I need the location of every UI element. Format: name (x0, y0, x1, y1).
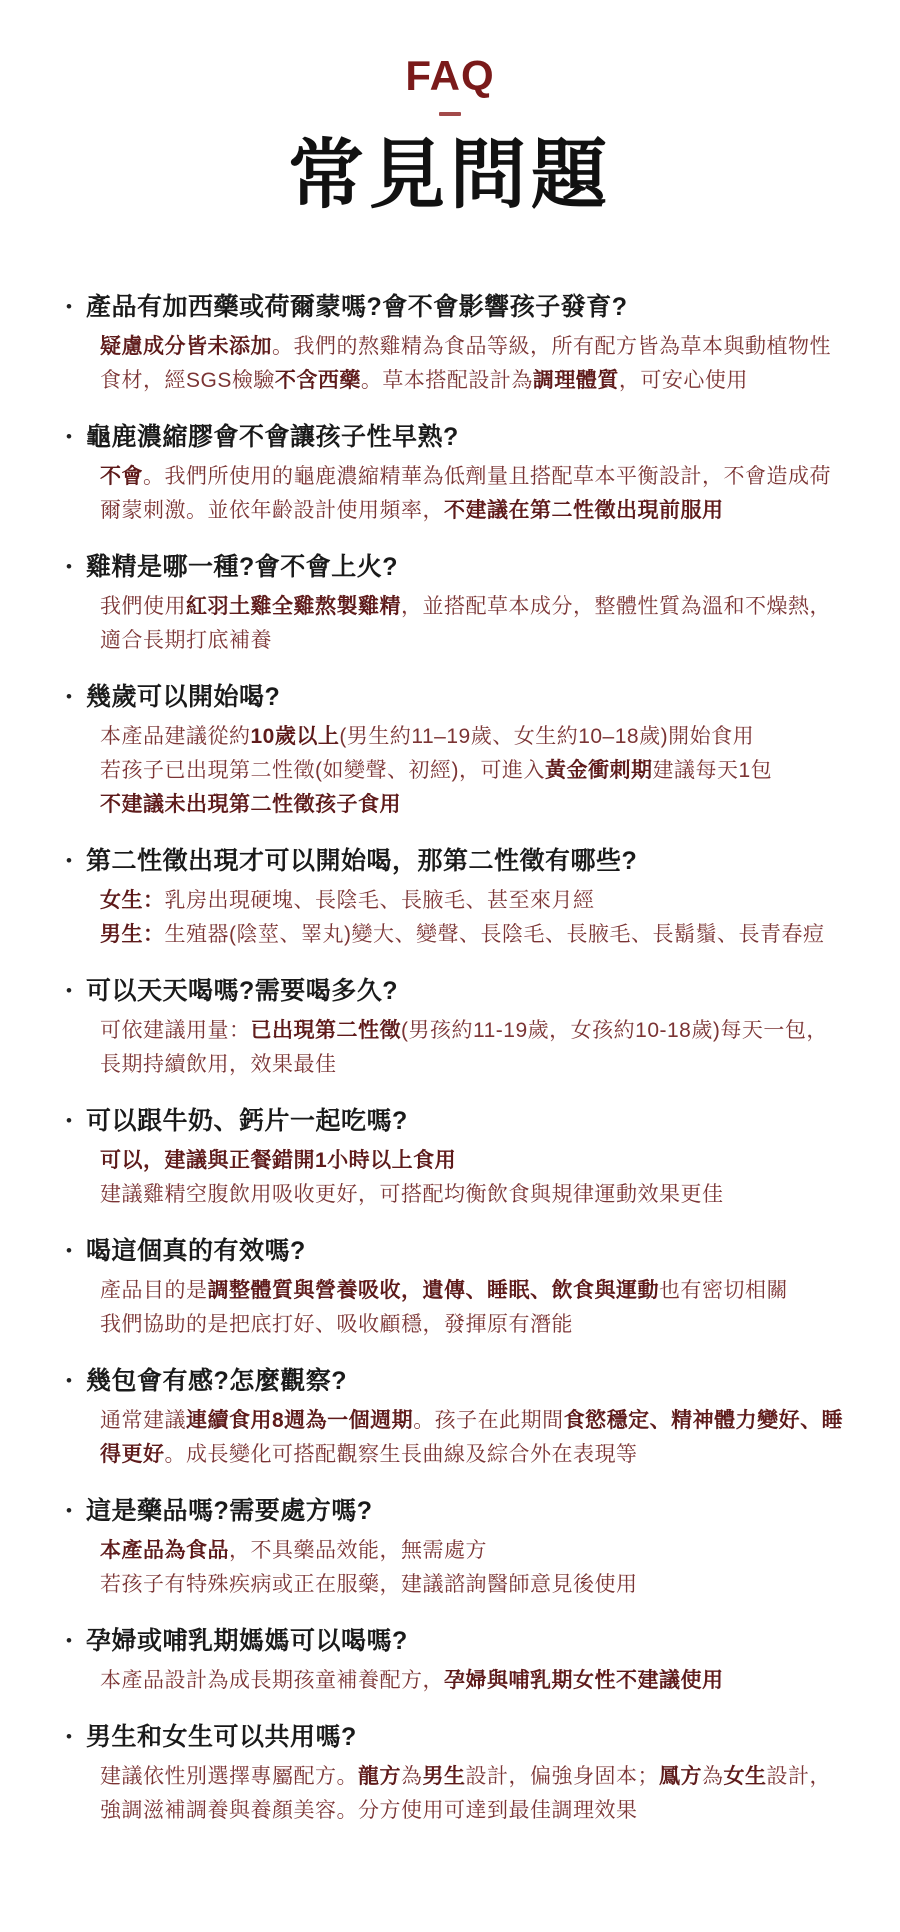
answer-text: 本產品設計為成長期孩童補養配方， (100, 1669, 444, 1692)
answer-emphasis: 紅羽土雞全雞熬製雞精 (186, 595, 401, 618)
bullet-icon: • (66, 1727, 73, 1746)
faq-answer-line (100, 1534, 846, 1568)
answer-text: 建議依性別選擇專屬配方。 (100, 1765, 358, 1788)
faq-question (66, 844, 846, 878)
faq-item (66, 1720, 846, 1828)
bullet-icon: • (66, 851, 73, 870)
answer-text: 。我們所使用的龜鹿濃縮精華為低劑量且搭配草本平衡設計，不會造成荷爾蒙刺激。並依年齡設計使用頻率， (100, 465, 831, 522)
bullet-icon: • (66, 687, 73, 706)
answer-text: 為 (702, 1765, 724, 1788)
answer-text: 設計，強調滋補調養與養顏美容。分方使用可達到最佳調理效果 (100, 1765, 831, 1822)
bullet-icon: • (66, 1371, 73, 1390)
faq-header (0, 0, 900, 220)
faq-answer-line (100, 1760, 846, 1828)
faq-item (66, 1104, 846, 1212)
faq-question (66, 1104, 846, 1138)
faq-question (66, 550, 846, 584)
faq-question (66, 1494, 846, 1528)
faq-question-text: 可以天天喝嗎?需要喝多久? (86, 977, 399, 1005)
faq-item (66, 1624, 846, 1698)
faq-item (66, 550, 846, 658)
faq-answer (100, 1664, 846, 1698)
answer-emphasis: 不建議在第二性徵出現前服用 (444, 499, 724, 522)
faq-question-text: 龜鹿濃縮膠會不會讓孩子性早熟? (86, 423, 459, 451)
faq-item (66, 1234, 846, 1342)
answer-emphasis: 已出現第二性徵 (250, 1019, 401, 1042)
faq-answer-line (100, 918, 846, 952)
answer-emphasis: 食慾穩定、精神體力變好、睡得更好 (100, 1409, 844, 1466)
faq-answer-line (100, 788, 846, 822)
answer-text: 建議雞精空腹飲用吸收更好，可搭配均衡飲食與規律運動效果更佳 (100, 1183, 724, 1206)
faq-answer-line (100, 1404, 846, 1472)
answer-text: 可依建議用量： (100, 1019, 251, 1042)
faq-answer (100, 720, 846, 822)
header-divider (439, 112, 461, 116)
faq-answer-line (100, 884, 846, 918)
faq-question (66, 420, 846, 454)
faq-answer-line (100, 1274, 846, 1308)
faq-question (66, 1720, 846, 1754)
faq-question-text: 雞精是哪一種?會不會上火? (86, 553, 399, 581)
answer-text: (男生約11–19歲、女生約10–18歲)開始食用 (339, 725, 755, 748)
faq-answer (100, 1534, 846, 1602)
answer-emphasis: 疑慮成分皆未添加 (100, 335, 272, 358)
faq-answer-line (100, 1178, 846, 1212)
faq-answer (100, 1274, 846, 1342)
answer-text: ，不具藥品效能，無需處方 (229, 1539, 487, 1562)
faq-question-text: 孕婦或哺乳期媽媽可以喝嗎? (86, 1627, 408, 1655)
faq-item (66, 420, 846, 528)
answer-emphasis: 調整體質與營養吸收，遺傳、睡眠、飲食與運動 (207, 1279, 659, 1302)
answer-emphasis: 女生： (100, 889, 165, 912)
answer-text: 建議每天1包 (652, 759, 773, 782)
answer-text: 。草本搭配設計為 (360, 369, 533, 392)
faq-answer-line (100, 1144, 846, 1178)
answer-emphasis: 鳳方 (659, 1765, 702, 1788)
answer-text: 。孩子在此期間 (413, 1409, 564, 1432)
faq-eyebrow: FAQ (405, 52, 495, 99)
answer-text: ，並搭配草本成分，整體性質為溫和不燥熱，適合長期打底補養 (100, 595, 831, 652)
faq-answer (100, 1014, 846, 1082)
faq-answer-line (100, 590, 846, 658)
faq-answer (100, 460, 846, 528)
faq-question-text: 幾歲可以開始喝? (86, 683, 281, 711)
faq-question (66, 290, 846, 324)
faq-list (0, 290, 900, 1890)
answer-text: 也有密切相關 (659, 1279, 788, 1302)
answer-emphasis: 不建議未出現第二性徵孩子食用 (100, 793, 401, 816)
faq-item (66, 1364, 846, 1472)
answer-emphasis: 不會 (100, 465, 143, 488)
answer-emphasis: 調理體質 (532, 369, 619, 392)
faq-answer-line (100, 330, 846, 398)
answer-emphasis: 本產品為食品 (100, 1539, 229, 1562)
bullet-icon: • (66, 427, 73, 446)
faq-answer-line (100, 1014, 846, 1082)
answer-text: 。成長變化可搭配觀察生長曲線及綜合外在表現等 (164, 1443, 638, 1466)
answer-text: 乳房出現硬塊、長陰毛、長腋毛、甚至來月經 (164, 889, 595, 912)
answer-emphasis: 不含西藥 (274, 369, 361, 392)
answer-emphasis: 女生 (723, 1765, 767, 1788)
answer-text: 我們協助的是把底打好、吸收顧穩，發揮原有潛能 (100, 1313, 573, 1336)
faq-question-text: 幾包會有感?怎麼觀察? (86, 1367, 348, 1395)
answer-text: 本產品建議從約 (100, 725, 251, 748)
faq-item (66, 844, 846, 952)
answer-emphasis: 10歲以上 (250, 725, 340, 748)
answer-text: (男孩約11-19歲，女孩約10-18歲)每天一包，長期持續飲用，效果最佳 (100, 1019, 828, 1076)
faq-item (66, 974, 846, 1082)
faq-answer-line (100, 1568, 846, 1602)
answer-text: 若孩子有特殊疾病或正在服藥，建議諮詢醫師意見後使用 (100, 1573, 638, 1596)
faq-question (66, 974, 846, 1008)
answer-text: 為 (401, 1765, 423, 1788)
faq-answer (100, 884, 846, 952)
faq-item (66, 290, 846, 398)
faq-answer-line (100, 1664, 846, 1698)
answer-emphasis: 孕婦與哺乳期女性不建議使用 (444, 1669, 724, 1692)
answer-text: 生殖器(陰莖、睪丸)變大、變聲、長陰毛、長腋毛、長鬍鬚、長青春痘 (164, 923, 825, 946)
faq-answer (100, 330, 846, 398)
faq-item (66, 1494, 846, 1602)
answer-emphasis: 男生： (100, 923, 165, 946)
faq-question-text: 第二性徵出現才可以開始喝，那第二性徵有哪些? (86, 847, 638, 875)
faq-item (66, 680, 846, 822)
faq-question (66, 1364, 846, 1398)
faq-question-text: 產品有加西藥或荷爾蒙嗎?會不會影響孩子發育? (86, 293, 628, 321)
faq-answer-line (100, 460, 846, 528)
bullet-icon: • (66, 1501, 73, 1520)
answer-text: ，可安心使用 (618, 369, 748, 392)
answer-text: 產品目的是 (100, 1279, 208, 1302)
answer-emphasis: 男生 (422, 1765, 466, 1788)
faq-answer (100, 1144, 846, 1212)
faq-question (66, 1234, 846, 1268)
answer-emphasis: 可以，建議與正餐錯開1小時以上食用 (100, 1149, 457, 1172)
faq-answer-line (100, 720, 846, 754)
faq-answer (100, 1760, 846, 1828)
page-title: 常見問題 (288, 133, 612, 218)
answer-text: 通常建議 (100, 1409, 186, 1432)
faq-question-text: 可以跟牛奶、鈣片一起吃嗎? (86, 1107, 408, 1135)
bullet-icon: • (66, 981, 73, 1000)
answer-text: 我們使用 (100, 595, 186, 618)
answer-emphasis: 黃金衝刺期 (545, 759, 653, 782)
bullet-icon: • (66, 557, 73, 576)
faq-question (66, 1624, 846, 1658)
faq-answer-line (100, 754, 846, 788)
bullet-icon: • (66, 1111, 73, 1130)
answer-emphasis: 龍方 (358, 1765, 401, 1788)
answer-text: 設計，偏強身固本； (465, 1765, 659, 1788)
bullet-icon: • (66, 1631, 73, 1650)
faq-answer-line (100, 1308, 846, 1342)
faq-question-text: 這是藥品嗎?需要處方嗎? (86, 1497, 373, 1525)
bullet-icon: • (66, 1241, 73, 1260)
answer-text: 若孩子已出現第二性徵(如變聲、初經)，可進入 (100, 759, 545, 782)
faq-answer (100, 590, 846, 658)
bullet-icon: • (66, 297, 73, 316)
answer-text: 。我們的熬雞精為食品等級，所有配方皆為草本與動植物性食材，經SGS檢驗 (100, 335, 831, 392)
faq-question-text: 喝這個真的有效嗎? (86, 1237, 306, 1265)
answer-emphasis: 連續食用8週為一個週期 (186, 1409, 414, 1432)
faq-answer (100, 1404, 846, 1472)
faq-question-text: 男生和女生可以共用嗎? (86, 1723, 357, 1751)
faq-question (66, 680, 846, 714)
